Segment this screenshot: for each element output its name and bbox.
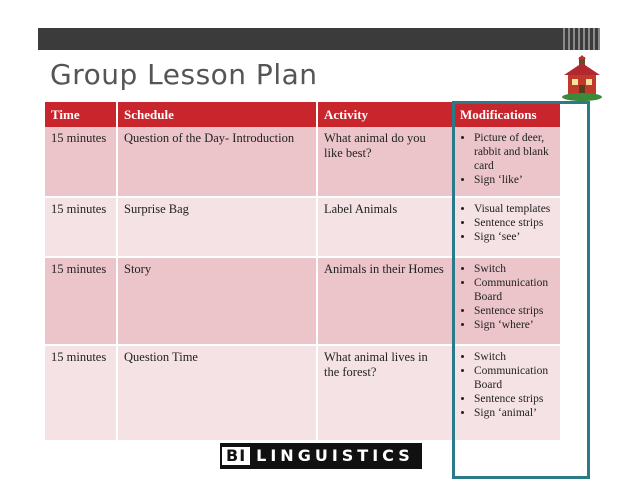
modifications-highlight-box — [452, 101, 590, 479]
cell-activity: What animal lives in the forest? — [317, 345, 453, 441]
header-activity: Activity — [317, 102, 453, 127]
cell-time: 15 minutes — [45, 197, 117, 257]
header-schedule: Schedule — [117, 102, 317, 127]
cell-time: 15 minutes — [45, 345, 117, 441]
cell-activity: Label Animals — [317, 197, 453, 257]
mod-item: • Switch — [474, 350, 556, 364]
cell-schedule: Question of the Day- Introduction — [117, 127, 317, 197]
header-time: Time — [45, 102, 117, 127]
schoolhouse-icon — [562, 55, 602, 101]
top-banner — [38, 28, 600, 50]
banner-stripes — [560, 28, 600, 50]
cell-activity: What animal do you like best? — [317, 127, 453, 197]
mod-item: • Communication Board — [474, 364, 556, 392]
page-title: Group Lesson Plan — [50, 58, 318, 91]
cell-time: 15 minutes — [45, 257, 117, 345]
mod-item: • Visual templates — [474, 202, 556, 216]
logo-linguistics: LINGUISTICS — [256, 446, 414, 465]
mod-item: • Sign ‘where’ — [474, 318, 556, 332]
logo-bi: BI — [222, 447, 250, 465]
mod-item: • Switch — [474, 262, 556, 276]
mod-item: • Picture of deer, rabbit and blank card — [474, 131, 556, 173]
cell-schedule: Story — [117, 257, 317, 345]
mod-item: • Sentence strips — [474, 216, 556, 230]
mod-item: • Sentence strips — [474, 304, 556, 318]
bilinguistics-logo — [220, 443, 422, 469]
mod-item: • Sign ‘like’ — [474, 173, 556, 187]
cell-activity: Animals in their Homes — [317, 257, 453, 345]
mod-item: • Sign ‘animal’ — [474, 406, 556, 420]
mod-item: • Sentence strips — [474, 392, 556, 406]
cell-schedule: Surprise Bag — [117, 197, 317, 257]
mod-item: • Communication Board — [474, 276, 556, 304]
header-modifications: Modifications — [453, 102, 561, 127]
mod-item: • Sign ‘see’ — [474, 230, 556, 244]
cell-time: 15 minutes — [45, 127, 117, 197]
cell-schedule: Question Time — [117, 345, 317, 441]
